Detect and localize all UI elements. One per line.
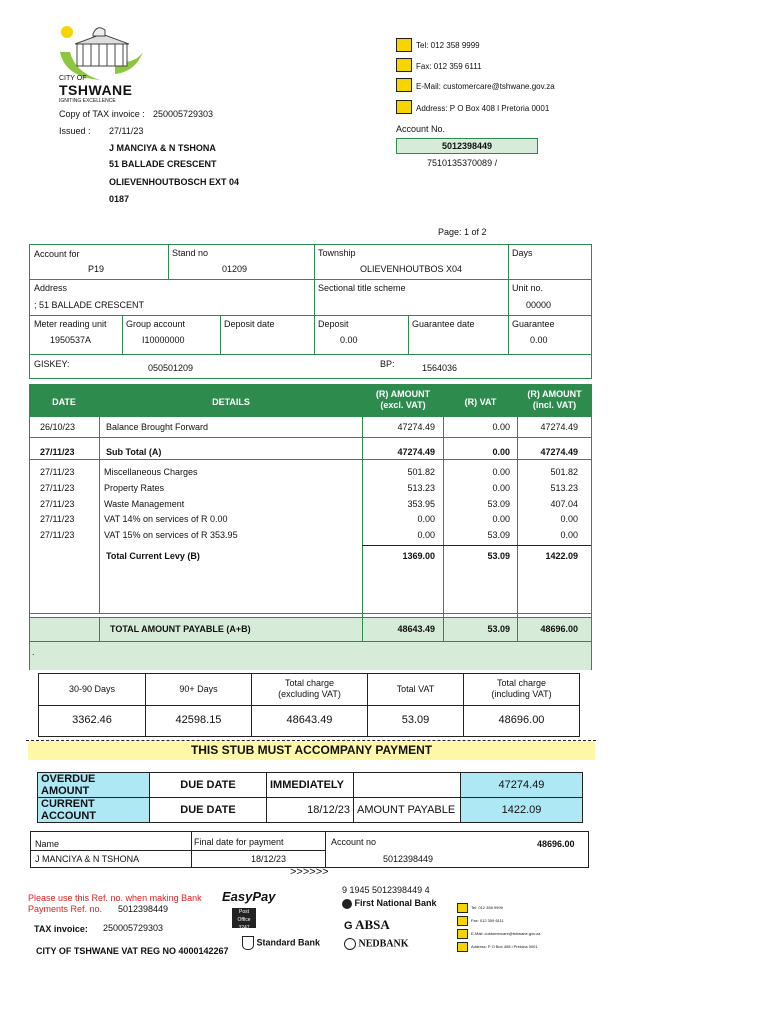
- post-office-logo: [232, 908, 256, 931]
- shield-icon: [242, 936, 254, 950]
- item-details: VAT 14% on services of R 0.00: [104, 514, 228, 524]
- days-label: Days: [512, 248, 533, 258]
- aging-value: 48643.49: [286, 714, 333, 726]
- subtotal-date: 27/11/23: [40, 447, 75, 457]
- item-incl: 407.04: [550, 499, 578, 509]
- barcode-ref: 9 1945 5012398449 4: [342, 885, 430, 895]
- final-date-label: Final date for payment: [194, 837, 284, 847]
- contact-tel-small: Tel: 012 358 9999: [471, 905, 503, 910]
- guarantee-label: Guarantee: [512, 319, 555, 329]
- township-label: Township: [318, 248, 356, 258]
- account-for-value: P19: [88, 264, 105, 274]
- post-office-text: Post Office: [237, 909, 251, 923]
- aging-header: 90+ Days: [179, 684, 218, 694]
- group-label: Group account: [126, 319, 186, 329]
- current-due-date: 18/12/23: [267, 798, 354, 823]
- final-date-value: 18/12/23: [251, 854, 287, 864]
- total-excl: 48643.49: [397, 624, 435, 634]
- bbf-details: Balance Brought Forward: [106, 422, 209, 432]
- item-vat: 0.00: [492, 483, 510, 493]
- small-contact-block: [457, 903, 557, 955]
- item-vat: 0.00: [492, 467, 510, 477]
- logo-tagline: IGNITING EXCELLENCE: [59, 98, 116, 104]
- bank-standard: Standard Bank: [256, 937, 321, 948]
- total-details: TOTAL AMOUNT PAYABLE (A+B): [110, 624, 251, 634]
- id-no: 7510135370089 /: [427, 158, 498, 168]
- immediately-label: IMMEDIATELY: [267, 773, 354, 798]
- name-label: Name: [35, 839, 60, 849]
- total-incl: 48696.00: [540, 624, 578, 634]
- meter-value: 1950537A: [50, 335, 92, 345]
- township-value: OLIEVENHOUTBOS X04: [360, 264, 463, 274]
- levy-details: Total Current Levy (B): [106, 551, 200, 561]
- subtotal-excl: 47274.49: [397, 447, 435, 457]
- name-value: J MANCIYA & N TSHONA: [35, 854, 140, 864]
- col-excl-header-1: (R) AMOUNT: [375, 389, 431, 399]
- item-date: 27/11/23: [40, 499, 75, 509]
- envelope-icon: [396, 100, 412, 114]
- vat-reg: CITY OF TSHWANE VAT REG NO 4000142267: [36, 946, 229, 956]
- guarantee-date-label: Guarantee date: [412, 319, 475, 329]
- aging-value: 42598.15: [175, 714, 222, 726]
- standard-bank-logo: [242, 936, 320, 950]
- col-vat-header: (R) VAT: [464, 397, 497, 407]
- item-incl: 0.00: [560, 530, 578, 540]
- item-date: 27/11/23: [40, 530, 75, 540]
- stub-total: 48696.00: [537, 839, 575, 849]
- note: .: [32, 647, 35, 657]
- issued-label: Issued :: [59, 126, 91, 136]
- item-date: 27/11/23: [40, 467, 75, 477]
- ref-number: 5012398449: [118, 904, 169, 914]
- account-no-value: 5012398449: [396, 138, 538, 154]
- unit-label: Unit no.: [512, 283, 544, 293]
- aging-header: Total VAT: [396, 684, 435, 694]
- levy-vat: 53.09: [487, 551, 510, 561]
- item-incl: 513.23: [550, 483, 578, 493]
- aging-header: 30-90 Days: [68, 684, 116, 694]
- unit-value: 00000: [526, 300, 552, 310]
- copy-value: 250005729303: [153, 109, 214, 119]
- nedbank-icon: [344, 938, 356, 950]
- aging-value: 3362.46: [72, 714, 112, 726]
- ref-instruction-1: Please use this Ref. no. when making Bank: [28, 893, 202, 903]
- bank-absa: ABSA: [355, 917, 390, 932]
- giskey-label: GISKEY:: [34, 359, 70, 369]
- deposit-value: 0.00: [340, 335, 358, 345]
- current-account-label: CURRENT ACCOUNT: [38, 798, 150, 823]
- tax-invoice-label: TAX invoice:: [34, 924, 88, 934]
- page-number: Page: 1 of 2: [438, 227, 487, 237]
- item-excl: 501.82: [407, 467, 435, 477]
- absa-logo: [344, 917, 390, 933]
- fnb-logo: [342, 898, 437, 909]
- customer-addr2: OLIEVENHOUTBOSCH EXT 04: [109, 177, 240, 187]
- payment-details-box: [30, 831, 589, 868]
- item-incl: 0.00: [560, 514, 578, 524]
- col-details-header: DETAILS: [212, 397, 250, 407]
- tshwane-logo: [55, 22, 145, 102]
- overdue-empty: [354, 773, 461, 798]
- item-incl: 501.82: [550, 467, 578, 477]
- logo-name: TSHWANE: [59, 82, 133, 98]
- sectional-label: Sectional title scheme: [318, 283, 406, 293]
- due-date-label-2: DUE DATE: [150, 798, 267, 823]
- phone-icon: [396, 38, 412, 52]
- amount-payable-label: AMOUNT PAYABLE: [354, 798, 461, 823]
- post-office-code: 3247: [238, 925, 250, 931]
- col-incl-header-1: (R) AMOUNT: [527, 389, 582, 399]
- item-vat: 0.00: [492, 514, 510, 524]
- account-no-label: Account No.: [396, 124, 446, 134]
- address-value: ; 51 BALLADE CRESCENT: [34, 300, 145, 310]
- subtotal-vat: 0.00: [492, 447, 510, 457]
- item-details: Miscellaneous Charges: [104, 467, 198, 477]
- bbf-excl: 47274.49: [397, 422, 435, 432]
- logo-city-of: CITY OF: [59, 75, 87, 82]
- stub-title: THIS STUB MUST ACCOMPANY PAYMENT: [28, 741, 595, 760]
- col-date-header: DATE: [52, 397, 76, 407]
- issued-value: 27/11/23: [109, 126, 144, 136]
- group-value: I10000000: [142, 335, 185, 345]
- bp-value: 1564036: [422, 363, 458, 373]
- aging-table: [38, 673, 580, 737]
- stand-no-label: Stand no: [172, 248, 209, 258]
- col-excl-header-2: (excl. VAT): [380, 400, 426, 410]
- tax-invoice-number: 250005729303: [103, 923, 164, 933]
- bbf-incl: 47274.49: [540, 422, 578, 432]
- aging-header: Total charge (including VAT): [491, 678, 552, 699]
- aging-header: Total charge (excluding VAT): [278, 678, 341, 699]
- overdue-label: OVERDUE AMOUNT: [38, 773, 150, 798]
- ref-instruction-2: Payments Ref. no.: [28, 904, 103, 914]
- item-details: Waste Management: [104, 499, 185, 509]
- item-date: 27/11/23: [40, 514, 75, 524]
- total-vat: 53.09: [487, 624, 510, 634]
- customer-name: J MANCIYA & N TSHONA: [109, 143, 216, 153]
- deposit-date-label: Deposit date: [224, 319, 275, 329]
- bank-nedbank: NEDBANK: [358, 938, 409, 950]
- account-no-value-stub: 5012398449: [383, 854, 434, 864]
- overdue-amount: 47274.49: [461, 773, 583, 798]
- city-hall-logo-icon: [55, 22, 145, 82]
- absa-icon: G: [344, 920, 353, 932]
- contact-email: E-Mail: customercare@tshwane.gov.za: [416, 82, 555, 91]
- contact-fax-small: Fax: 012 359 6111: [471, 918, 504, 923]
- mouse-icon: [396, 78, 412, 92]
- contact-email-small: E-Mail: customercare@tshwane.gov.za: [471, 931, 541, 936]
- levy-incl: 1422.09: [545, 551, 578, 561]
- item-date: 27/11/23: [40, 483, 75, 493]
- item-excl: 513.23: [407, 483, 435, 493]
- bp-label: BP:: [380, 359, 395, 369]
- subtotal-details: Sub Total (A): [106, 447, 162, 457]
- customer-addr1: 51 BALLADE CRESCENT: [109, 159, 217, 169]
- contact-tel: Tel: 012 358 9999: [416, 41, 480, 50]
- aging-value: 53.09: [401, 714, 430, 726]
- customer-postcode: 0187: [109, 194, 130, 204]
- item-excl: 0.00: [417, 530, 435, 540]
- bbf-vat: 0.00: [492, 422, 510, 432]
- nedbank-logo: [344, 938, 409, 950]
- envelope-icon: [457, 942, 468, 952]
- copy-label: Copy of TAX invoice :: [59, 109, 145, 119]
- contact-address: Address: P O Box 408 l Pretoria 0001: [416, 104, 550, 113]
- fax-icon: [396, 58, 412, 72]
- deposit-label: Deposit: [318, 319, 349, 329]
- item-vat: 53.09: [487, 530, 510, 540]
- arrows: >>>>>>: [290, 866, 329, 878]
- subtotal-incl: 47274.49: [540, 447, 578, 457]
- stub-amount-table: [37, 772, 583, 823]
- bank-fnb: First National Bank: [354, 898, 437, 908]
- address-label: Address: [34, 283, 68, 293]
- stand-no-value: 01209: [222, 264, 248, 274]
- easypay-logo: EasyPay: [222, 889, 276, 904]
- aging-value: 48696.00: [498, 714, 545, 726]
- contact-fax: Fax: 012 359 6111: [416, 62, 482, 71]
- meter-label: Meter reading unit: [34, 319, 107, 329]
- charges-table: [29, 384, 592, 670]
- item-details: Property Rates: [104, 483, 165, 493]
- bbf-date: 26/10/23: [40, 422, 76, 432]
- current-amount: 1422.09: [461, 798, 583, 823]
- account-for-label: Account for: [34, 249, 80, 259]
- guarantee-value: 0.00: [530, 335, 548, 345]
- tree-icon: [342, 899, 352, 909]
- account-info-grid: [29, 244, 592, 379]
- account-no-label-stub: Account no: [331, 837, 377, 847]
- fax-icon: [457, 916, 468, 926]
- due-date-label: DUE DATE: [150, 773, 267, 798]
- mouse-icon: [457, 929, 468, 939]
- item-excl: 353.95: [407, 499, 435, 509]
- giskey-value: 050501209: [148, 363, 194, 373]
- col-incl-header-2: (incl. VAT): [532, 400, 577, 410]
- item-vat: 53.09: [487, 499, 510, 509]
- item-excl: 0.00: [417, 514, 435, 524]
- levy-excl: 1369.00: [402, 551, 435, 561]
- phone-icon: [457, 903, 468, 913]
- item-details: VAT 15% on services of R 353.95: [104, 530, 238, 540]
- contact-address-small: Address: P O Box 408 l Pretoria 0001: [471, 944, 538, 949]
